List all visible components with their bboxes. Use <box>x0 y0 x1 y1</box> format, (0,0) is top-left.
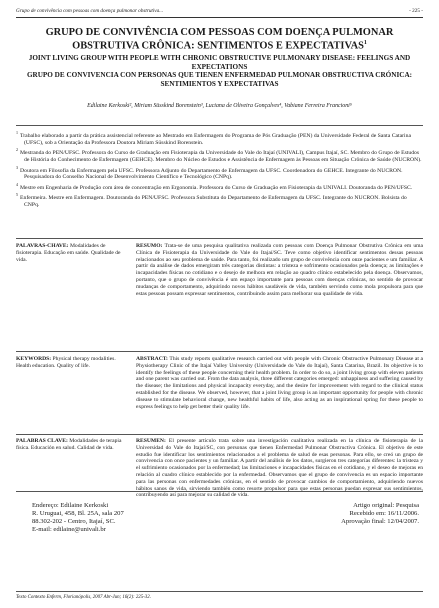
footnote-number: 2 <box>16 147 18 153</box>
footnotes-divider <box>16 125 423 126</box>
article-info <box>259 502 419 526</box>
footnote-text: Trabalho elaborado a partir da prática assistencial referente ao Mestrado em Enfermagem do Programa de Pós Graduação (PEN) da Universidade Federal de Santa Catarina (UFSC), sob a Orientação da Professora Doutora Miriam Süsskind Borenstein. <box>20 132 411 146</box>
abstract-label: ABSTRACT: <box>136 356 168 362</box>
title-english: JOINT LIVING GROUP WITH PEOPLE WITH CHRONIC OBSTRUCTIVE PULMONARY DISEASE: FEELINGS AND EXPECTATIONS <box>28 54 411 71</box>
correspondence-divider <box>16 491 423 492</box>
abstract-divider <box>16 434 423 435</box>
title-portuguese-text: GRUPO DE CONVIVÊNCIA COM PESSOAS COM DOENÇA PULMONAR OBSTRUTIVA CRÔNICA: SENTIMENTOS E EXPECTATIVAS <box>45 27 394 52</box>
abstract-label: RESUMO: <box>136 243 163 249</box>
title-spanish: GRUPO DE CONVIVENCIA CON PERSONAS QUE TIENEN ENFERMEDAD PULMONAR OBSTRUCTIVA CRÓNICA: SENTIMIENTOS Y EXPECTATIVAS <box>26 71 413 89</box>
abstract-block <box>136 438 423 499</box>
footnote-text: Mestranda do PEN/UFSC. Professora do Curso de Graduação em Fisioterapia da Universidade do Vale do Itajaí (UNIVALI), Campus Itajaí, SC. Membro do Grupo de Estudos de História do Conhecimento de Enfermagem (GEHCE). Membro do Núcleo de Estudos e Assistência de Enfermagem às Pessoas em Situação Crônica de Saúde (NUCRON). <box>20 150 422 163</box>
footnote-text: Enfermeira. Mestre em Enfermagem. Doutoranda do PEN/UFSC. Professora Substituta do Departamento de Enfermagem da UFSC. Integrante do NUCRON. Bolsista do CNPq. <box>20 195 407 209</box>
footnote <box>16 165 423 181</box>
correspondence-line: Endereço: Edilaine Kerkoski <box>32 502 109 509</box>
keywords-block <box>16 243 132 263</box>
correspondence-line: R. Uruguai, 458, Bl. 25A, sala 207 <box>32 510 124 518</box>
header-divider <box>16 17 423 18</box>
keywords-block <box>16 438 132 452</box>
footnote-text: Mestre em Engenharia de Produção com área de concentração em Ergonomia. Professora do Curso de Graduação em Fisioterapia da UNIVALI. Doutoranda do PEN/UFSC. <box>20 184 413 191</box>
footnote <box>16 182 423 192</box>
footnote <box>16 147 423 163</box>
abstract-text: Trata-se de uma pesquisa qualitativa realizada com pessoas com Doença Pulmonar Obstrutiva Crônica em uma Clínica de Fisioterapia da Universidade do Vale do Itajaí/SC. Teve como objetivo identificar sentimentos dessas pessoas relacionados ao seu problema de saúde. Para tanto, foi realizado um grupo de convivência com onze pacientes e um familiar. A partir da análise de dados emergiram três categorias distintas: a tristeza e sofrimento ocasionados pela doença; as limitações e incapacidades físicas no cotidiano e o desejo de melhora em relação ao quadro clínico estabelecido pela doença. Observamos, portanto, que o grupo de convivência é um espaço importante para pessoas com doenças crônicas, no sentido de provocar mudanças de comportamento, adquirindo novos hábitos saudáveis de vida, também servindo como mola propulsora para que estas pessoas possam expressar sentimentos, contribuindo assim para melhorar sua qualidade de vida. <box>136 243 423 297</box>
approval-date: Aprovação final: 12/04/2007. <box>341 518 419 526</box>
footnote-number: 5 <box>16 192 18 198</box>
keywords-label: PALAVRAS-CHAVE: <box>16 243 69 249</box>
footer-divider <box>16 591 423 592</box>
abstract-text: This study reports qualitative research carried out with people with Chronic Obstructive Pulmonary Disease at a Physiotherapy Clinic of the Itajaí Valley University (Universidade do Vale do Itajaí), Santa Catarina, Brazil. Its objective is to identify the feelings of these people concerning their health problem. In order to do so, a joint living group with eleven patients and one parent was carried out. From the data analysis, three different categories emerged: unhappiness and suffering caused by the disease; the limitations and physical incapacity everyday, and the desire for improvement with regard to the clinical status established for the disease. We observed, however, that a joint living group is an important opportunity for people with chronic disease to stimulate behavioral change, new healthful habits of life, also acting as an inspirational spring for these people to express feelings to help get better their quality life. <box>136 356 423 410</box>
correspondence-line: 88.302-202 - Centro, Itajaí, SC. <box>32 518 116 526</box>
keywords-text: Modalidades de fisioterapia. Educação em saúde. Qualidade de vida. <box>16 243 121 263</box>
author-list: Edilaine Kerkoski², Miriam Süsskind Borenstein³, Luciana de Oliveira Gonçalves⁴, Vabiane Ferreira Francioni⁵ <box>87 103 352 109</box>
abstract-divider <box>16 351 423 352</box>
footnote-text: Doutora em Filosofia da Enfermagem pela UFSC. Professora Adjunto do Departamento de Enfermagem da UFSC. Coordenadora do GEHCE. Integrante do NUCRON. Pesquisadora do Conselho Nacional de Desenvolvimento Científico e Tecnológico (CNPq). <box>20 167 403 181</box>
title-block <box>20 27 419 89</box>
footnote <box>16 130 423 146</box>
footnote-number: 3 <box>16 164 18 170</box>
title-footnote-marker: 1 <box>363 40 367 47</box>
keywords-label: KEYWORDS: <box>16 356 52 362</box>
received-date: Recebido em: 16/11/2006. <box>349 510 419 518</box>
keywords-text: Modalidades de terapia física. Educación en salud. Calidad de vida. <box>16 438 122 451</box>
page-number: - 225 - <box>409 8 423 14</box>
correspondence-address <box>32 502 192 534</box>
footnotes <box>16 130 423 210</box>
abstract-block <box>136 356 423 410</box>
abstract-text: El presente artículo trata sobre una investigación cualitativa realizada en la clínica de fisioterapia de la Universidad do Vale do Itajaí/SC, con personas que tienen Enfermedad Pulmonar Obstructiva Crónica. El objetivo de este estudio fue identificar los sentimientos relacionados a el problema de salud de esas personas. Para ello, se creó un grupo de convivencia con once pacientes y un familiar. A partir del análisis de los datos, surgieron tres categorías diferentes: la tristeza y el sufrimiento ocasionados por la enfermedad; las limitaciones e incapacidades físicas en el cotidiano, y el deseo de mejoras en relación al cuadro clínico establecido por la enfermedad. Observamos que el grupo de convivencia es un espacio importante para las personas con enfermedades crónicas, en el sentido de provocar cambios de comportamiento, adquiriendo nuevos hábitos sanos de vida, sirviendo también como resorte propulsor para que estas personas puedan expresar sus sentimientos, contribuyendo así para mejorar su calidad de vida. <box>136 438 423 499</box>
footnote-number: 1 <box>16 130 18 135</box>
article-type: Artigo original: Pesquisa <box>353 502 419 509</box>
abstract-label: RESUMEN: <box>136 438 166 444</box>
abstract-divider <box>16 238 423 239</box>
running-header <box>16 8 423 14</box>
journal-citation: Texto Contexto Enferm, Florianópolis, 2007 Abr-Jun; 16(2): 225-32. <box>16 595 151 600</box>
abstract-block <box>136 243 423 297</box>
footnote-number: 4 <box>16 181 18 187</box>
keywords-text: Physical therapy modalities. Health education. Quality of life. <box>16 356 116 369</box>
keywords-label: PALABRAS CLAVE: <box>16 438 68 444</box>
correspondence-email: E-mail: edilaine@univali.br <box>32 526 106 534</box>
title-portuguese <box>20 27 419 52</box>
running-title: Grupo de convivência com pessoas com doença pulmonar obstrutiva... <box>16 8 164 14</box>
keywords-block <box>16 356 132 370</box>
footnote <box>16 192 423 208</box>
